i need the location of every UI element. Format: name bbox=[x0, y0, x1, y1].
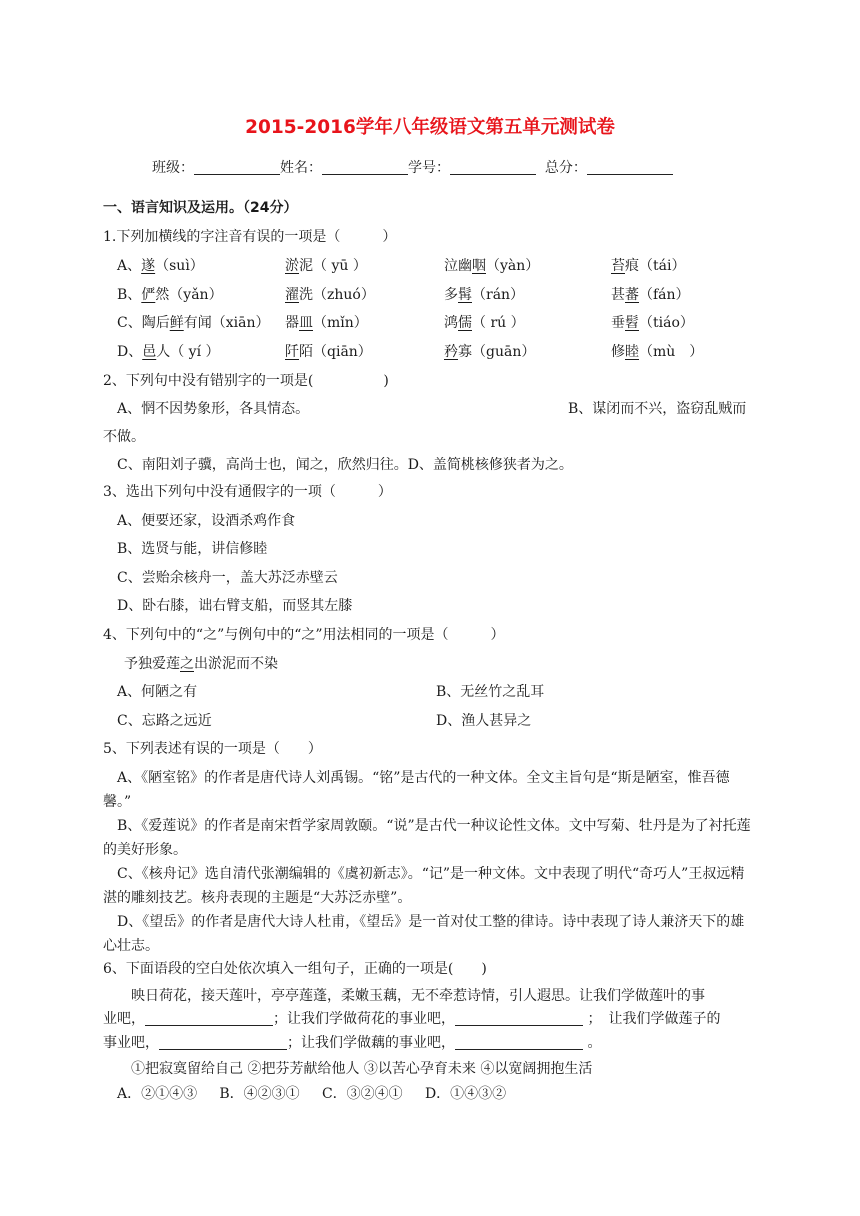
q3-option-a: A、便要还家，设酒杀鸡作食 bbox=[117, 513, 296, 529]
q1-option-b-label: B、俨然（yǎn） bbox=[117, 287, 223, 303]
q1-option-a-label: A、遂（suì） bbox=[117, 258, 204, 274]
q5-option-a: A、《陋室铭》的作者是唐代诗人刘禹锡。“铭”是古代的一种文体。全文主旨句是“斯是陋室，惟吾德馨。” bbox=[103, 770, 730, 810]
q1-option-b-item4: 甚蕃（fán） bbox=[611, 287, 690, 303]
q4-option-b: B、无丝竹之乱耳 bbox=[436, 684, 545, 700]
student-id-blank[interactable] bbox=[450, 160, 536, 175]
q3-option-c: C、尝贻余核舟一，盖大苏泛赤壁云 bbox=[117, 570, 338, 586]
q6-option-c: C．③②④① bbox=[321, 1086, 403, 1102]
question-2-stem: 2、下列句中没有错别字的一项是( ) bbox=[103, 373, 389, 389]
q6-blank-1[interactable] bbox=[145, 1011, 273, 1026]
q1-option-b-item3: 多髯（rán） bbox=[444, 287, 525, 303]
q2-option-b: B、谋闭而不兴，盗窃乱贼而 bbox=[568, 401, 747, 417]
q6-answer-options bbox=[117, 1085, 506, 1103]
section-heading: 一、语言知识及运用。（24分） bbox=[103, 200, 298, 216]
q2-option-a: A、惘不因势象形，各具情态。 bbox=[117, 401, 310, 417]
student-id-label: 学号： bbox=[408, 160, 450, 176]
q5-option-b: B、《爱莲说》的作者是南宋哲学家周敦颐。“说”是古代一种议论性文体。文中写菊、牡丹是为了衬托莲的美好形象。 bbox=[103, 818, 751, 858]
q1-option-d-item2: 阡陌（qiān） bbox=[285, 344, 372, 360]
q1-option-a-item3: 泣幽咽（yàn） bbox=[444, 258, 540, 274]
score-label: 总分： bbox=[544, 160, 587, 176]
q1-option-d-label: D、邑人（ yí ） bbox=[117, 344, 220, 360]
class-blank[interactable] bbox=[194, 160, 280, 175]
name-blank[interactable] bbox=[322, 160, 408, 175]
q1-option-c-item2: 器皿（mǐn） bbox=[285, 315, 368, 331]
q1-option-c-label: C、陶后鲜有闻（xiān） bbox=[117, 315, 270, 331]
class-label: 班级： bbox=[152, 160, 194, 176]
q1-option-d-item3: 矜寡（guān） bbox=[444, 344, 536, 360]
page-title: 2015-2016学年八年级语文第五单元测试卷 bbox=[245, 117, 615, 138]
name-label: 姓名： bbox=[280, 160, 322, 176]
q1-option-b-item2: 濯洗（zhuó） bbox=[285, 287, 375, 303]
q4-option-c: C、忘路之远近 bbox=[117, 713, 212, 729]
question-6-stem: 6、下面语段的空白处依次填入一组句子，正确的一项是( ) bbox=[103, 961, 487, 977]
q6-option-b: B．④②③① bbox=[219, 1086, 300, 1102]
q4-option-d: D、渔人甚异之 bbox=[436, 713, 532, 729]
q6-passage-line1: 映日荷花，接天莲叶，亭亭莲蓬，柔嫩玉藕，无不牵惹诗情，引人遐思。让我们学做莲叶的事 bbox=[131, 988, 705, 1004]
student-info-row bbox=[152, 159, 673, 177]
q1-option-c-item4: 垂髫（tiáo） bbox=[611, 315, 694, 331]
score-blank[interactable] bbox=[587, 160, 673, 175]
q4-option-a: A、何陋之有 bbox=[117, 684, 198, 700]
q6-passage-line3: 事业吧， ；让我们学做藕的事业吧， 。 bbox=[103, 1035, 602, 1051]
q6-blank-3[interactable] bbox=[159, 1035, 287, 1050]
q1-option-d-item4: 修睦（mù ） bbox=[611, 344, 704, 360]
q5-option-c: C、《核舟记》选自清代张潮编辑的《虞初新志》。“记”是一种文体。文中表现了明代“奇巧人”王叔远精湛的雕刻技艺。核舟表现的主题是“大苏泛赤壁”。 bbox=[103, 866, 745, 906]
q2-options-cd: C、南阳刘子骥，高尚士也，闻之，欣然归往。D、盖简桃核修狭者为之。 bbox=[117, 457, 573, 473]
q6-sentence-items: ①把寂寞留给自己 ②把芬芳献给他人 ③以苦心孕育未来 ④以宽阔拥抱生活 bbox=[131, 1061, 593, 1077]
q1-option-a-item4: 苔痕（tái） bbox=[611, 258, 686, 274]
q2-option-b-continued: 不做。 bbox=[103, 429, 145, 445]
q6-blank-4[interactable] bbox=[455, 1035, 583, 1050]
q5-option-d: D、《望岳》的作者是唐代大诗人杜甫，《望岳》是一首对仗工整的律诗。诗中表现了诗人兼济天下的雄心壮志。 bbox=[103, 914, 745, 954]
q1-option-a-item2: 淤泥（ yū ） bbox=[285, 258, 367, 274]
q6-blank-2[interactable] bbox=[455, 1011, 583, 1026]
question-3-stem: 3、选出下列句中没有通假字的一项（ ） bbox=[103, 484, 392, 500]
q6-option-a: A．②①④③ bbox=[117, 1086, 198, 1102]
q6-option-d: D．①④③② bbox=[424, 1086, 507, 1102]
q6-passage-line2: 业吧， ；让我们学做荷花的事业吧， ； 让我们学做莲子的 bbox=[103, 1011, 721, 1027]
question-4-stem: 4、下列句中的“之”与例句中的“之”用法相同的一项是（ ） bbox=[103, 627, 505, 643]
question-5-stem: 5、下列表述有误的一项是（ ） bbox=[103, 741, 322, 757]
q1-option-c-item3: 鸿儒（ rú ） bbox=[444, 315, 525, 331]
q4-example-sentence: 予独爱莲之出淤泥而不染 bbox=[124, 656, 278, 672]
q3-option-d: D、卧右膝，诎右臂支船，而竖其左膝 bbox=[117, 598, 353, 614]
question-1-stem: 1.下列加横线的字注音有误的一项是（ ） bbox=[103, 229, 397, 245]
q3-option-b: B、选贤与能，讲信修睦 bbox=[117, 541, 268, 557]
